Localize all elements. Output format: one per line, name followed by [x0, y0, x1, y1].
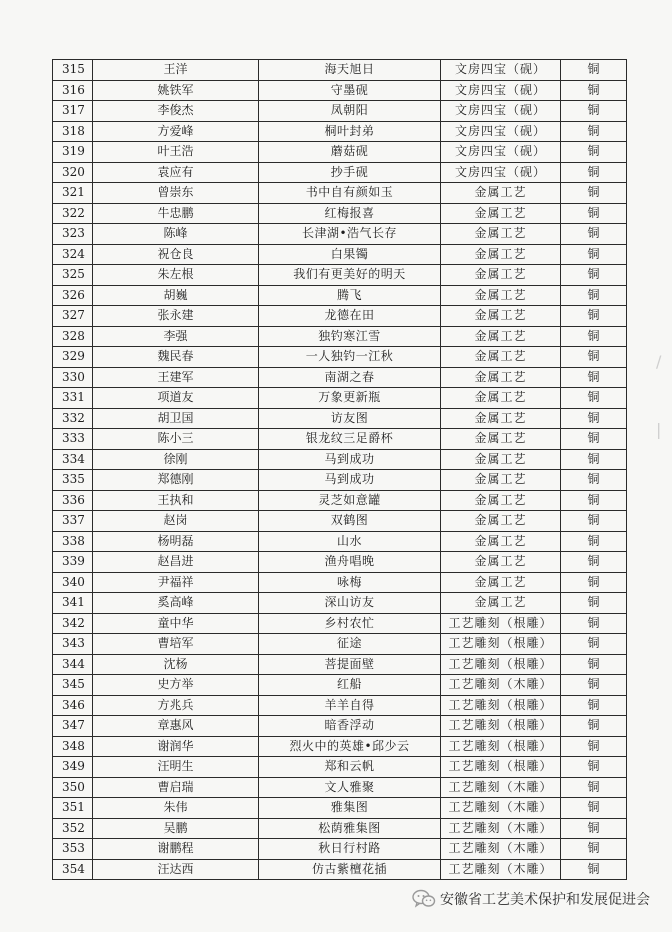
entrant-name: 沈杨 — [93, 654, 259, 675]
entrant-name: 叶王浩 — [93, 142, 259, 163]
category: 工艺雕刻（木雕） — [441, 818, 561, 839]
row-number: 353 — [53, 839, 93, 860]
row-number: 335 — [53, 470, 93, 491]
award-level: 铜 — [561, 613, 627, 634]
work-title: 长津湖•浩气长存 — [259, 224, 441, 245]
entrant-name: 王洋 — [93, 60, 259, 81]
work-title: 守墨砚 — [259, 80, 441, 101]
award-level: 铜 — [561, 572, 627, 593]
row-number: 338 — [53, 531, 93, 552]
award-level: 铜 — [561, 60, 627, 81]
work-title: 松荫雅集图 — [259, 818, 441, 839]
row-number: 324 — [53, 244, 93, 265]
award-level: 铜 — [561, 654, 627, 675]
entrant-name: 朱伟 — [93, 798, 259, 819]
work-title: 羊羊自得 — [259, 695, 441, 716]
row-number: 352 — [53, 818, 93, 839]
row-number: 315 — [53, 60, 93, 81]
category: 文房四宝（砚） — [441, 142, 561, 163]
entrant-name: 陈峰 — [93, 224, 259, 245]
work-title: 马到成功 — [259, 470, 441, 491]
category: 金属工艺 — [441, 449, 561, 470]
work-title: 乡村农忙 — [259, 613, 441, 634]
award-level: 铜 — [561, 757, 627, 778]
table-row — [53, 839, 627, 860]
work-title: 腾飞 — [259, 285, 441, 306]
table-row — [53, 490, 627, 511]
category: 金属工艺 — [441, 367, 561, 388]
row-number: 347 — [53, 716, 93, 737]
work-title: 雅集图 — [259, 798, 441, 819]
work-title: 灵芝如意罐 — [259, 490, 441, 511]
award-table — [52, 59, 627, 880]
category: 金属工艺 — [441, 285, 561, 306]
award-level: 铜 — [561, 367, 627, 388]
award-level: 铜 — [561, 531, 627, 552]
row-number: 339 — [53, 552, 93, 573]
entrant-name: 陈小三 — [93, 429, 259, 450]
table-row — [53, 183, 627, 204]
watermark-text: 安徽省工艺美术保护和发展促进会 — [440, 892, 650, 908]
award-level: 铜 — [561, 183, 627, 204]
row-number: 317 — [53, 101, 93, 122]
award-level: 铜 — [561, 408, 627, 429]
work-title: 一人独钓一江秋 — [259, 347, 441, 368]
work-title: 烈火中的英雄•邱少云 — [259, 736, 441, 757]
table-row — [53, 716, 627, 737]
entrant-name: 谢鹏程 — [93, 839, 259, 860]
row-number: 328 — [53, 326, 93, 347]
table-row — [53, 736, 627, 757]
table-row — [53, 224, 627, 245]
table-row — [53, 60, 627, 81]
award-table-body — [53, 60, 627, 880]
entrant-name: 张永建 — [93, 306, 259, 327]
category: 金属工艺 — [441, 531, 561, 552]
table-row — [53, 326, 627, 347]
category: 工艺雕刻（根雕） — [441, 716, 561, 737]
work-title: 白果镯 — [259, 244, 441, 265]
table-row — [53, 531, 627, 552]
award-level: 铜 — [561, 818, 627, 839]
row-number: 326 — [53, 285, 93, 306]
award-level: 铜 — [561, 224, 627, 245]
table-row — [53, 162, 627, 183]
entrant-name: 方爱峰 — [93, 121, 259, 142]
award-level: 铜 — [561, 80, 627, 101]
wechat-watermark — [412, 889, 650, 909]
category: 金属工艺 — [441, 593, 561, 614]
table-row — [53, 798, 627, 819]
entrant-name: 童中华 — [93, 613, 259, 634]
award-level: 铜 — [561, 634, 627, 655]
row-number: 336 — [53, 490, 93, 511]
table-row — [53, 654, 627, 675]
category: 金属工艺 — [441, 490, 561, 511]
entrant-name: 奚高峰 — [93, 593, 259, 614]
award-level: 铜 — [561, 326, 627, 347]
category: 金属工艺 — [441, 265, 561, 286]
row-number: 321 — [53, 183, 93, 204]
row-number: 327 — [53, 306, 93, 327]
category: 工艺雕刻（木雕） — [441, 675, 561, 696]
entrant-name: 徐刚 — [93, 449, 259, 470]
category: 金属工艺 — [441, 347, 561, 368]
row-number: 351 — [53, 798, 93, 819]
entrant-name: 王执和 — [93, 490, 259, 511]
scan-edge-mark: / — [656, 352, 662, 371]
work-title: 征途 — [259, 634, 441, 655]
award-level: 铜 — [561, 449, 627, 470]
table-row — [53, 101, 627, 122]
table-row — [53, 367, 627, 388]
work-title: 文人雅聚 — [259, 777, 441, 798]
table-row — [53, 777, 627, 798]
table-row — [53, 572, 627, 593]
entrant-name: 祝仓良 — [93, 244, 259, 265]
work-title: 郑和云帆 — [259, 757, 441, 778]
row-number: 334 — [53, 449, 93, 470]
entrant-name: 李强 — [93, 326, 259, 347]
award-level: 铜 — [561, 347, 627, 368]
entrant-name: 项道友 — [93, 388, 259, 409]
row-number: 319 — [53, 142, 93, 163]
row-number: 348 — [53, 736, 93, 757]
category: 金属工艺 — [441, 511, 561, 532]
entrant-name: 赵昌进 — [93, 552, 259, 573]
work-title: 南湖之春 — [259, 367, 441, 388]
entrant-name: 曾崇东 — [93, 183, 259, 204]
table-row — [53, 265, 627, 286]
award-level: 铜 — [561, 593, 627, 614]
work-title: 双鹤图 — [259, 511, 441, 532]
table-row — [53, 429, 627, 450]
category: 工艺雕刻（根雕） — [441, 634, 561, 655]
entrant-name: 魏民春 — [93, 347, 259, 368]
entrant-name: 曹培军 — [93, 634, 259, 655]
entrant-name: 王建军 — [93, 367, 259, 388]
work-title: 万象更新瓶 — [259, 388, 441, 409]
category: 工艺雕刻（木雕） — [441, 839, 561, 860]
table-row — [53, 552, 627, 573]
table-row — [53, 306, 627, 327]
category: 金属工艺 — [441, 326, 561, 347]
category: 金属工艺 — [441, 470, 561, 491]
entrant-name: 史方举 — [93, 675, 259, 696]
table-row — [53, 203, 627, 224]
row-number: 350 — [53, 777, 93, 798]
table-row — [53, 818, 627, 839]
work-title: 独钓寒江雪 — [259, 326, 441, 347]
table-row — [53, 285, 627, 306]
award-level: 铜 — [561, 306, 627, 327]
award-level: 铜 — [561, 142, 627, 163]
row-number: 342 — [53, 613, 93, 634]
table-row — [53, 347, 627, 368]
work-title: 马到成功 — [259, 449, 441, 470]
work-title: 山水 — [259, 531, 441, 552]
row-number: 325 — [53, 265, 93, 286]
work-title: 渔舟唱晚 — [259, 552, 441, 573]
entrant-name: 姚铁军 — [93, 80, 259, 101]
table-row — [53, 859, 627, 880]
row-number: 331 — [53, 388, 93, 409]
row-number: 322 — [53, 203, 93, 224]
table-row — [53, 695, 627, 716]
work-title: 仿古紫檀花插 — [259, 859, 441, 880]
entrant-name: 牛忠鹏 — [93, 203, 259, 224]
table-row — [53, 613, 627, 634]
row-number: 354 — [53, 859, 93, 880]
category: 工艺雕刻（根雕） — [441, 757, 561, 778]
wechat-icon — [412, 889, 436, 909]
entrant-name: 汪达西 — [93, 859, 259, 880]
award-level: 铜 — [561, 285, 627, 306]
category: 金属工艺 — [441, 203, 561, 224]
table-row — [53, 142, 627, 163]
table-row — [53, 593, 627, 614]
entrant-name: 方兆兵 — [93, 695, 259, 716]
work-title: 书中自有颜如玉 — [259, 183, 441, 204]
category: 金属工艺 — [441, 429, 561, 450]
entrant-name: 曹启瑞 — [93, 777, 259, 798]
table-row — [53, 675, 627, 696]
award-level: 铜 — [561, 511, 627, 532]
row-number: 345 — [53, 675, 93, 696]
work-title: 抄手砚 — [259, 162, 441, 183]
category: 工艺雕刻（根雕） — [441, 736, 561, 757]
row-number: 332 — [53, 408, 93, 429]
category: 工艺雕刻（木雕） — [441, 777, 561, 798]
table-row — [53, 80, 627, 101]
category: 金属工艺 — [441, 552, 561, 573]
category: 文房四宝（砚） — [441, 101, 561, 122]
award-level: 铜 — [561, 101, 627, 122]
award-level: 铜 — [561, 203, 627, 224]
category: 文房四宝（砚） — [441, 121, 561, 142]
row-number: 329 — [53, 347, 93, 368]
work-title: 桐叶封弟 — [259, 121, 441, 142]
category: 金属工艺 — [441, 388, 561, 409]
table-row — [53, 470, 627, 491]
award-level: 铜 — [561, 839, 627, 860]
work-title: 蘑菇砚 — [259, 142, 441, 163]
work-title: 红梅报喜 — [259, 203, 441, 224]
entrant-name: 郑德刚 — [93, 470, 259, 491]
scan-edge-mark: | — [656, 420, 662, 439]
category: 工艺雕刻（木雕） — [441, 859, 561, 880]
award-level: 铜 — [561, 716, 627, 737]
entrant-name: 杨明磊 — [93, 531, 259, 552]
category: 金属工艺 — [441, 306, 561, 327]
award-level: 铜 — [561, 121, 627, 142]
row-number: 318 — [53, 121, 93, 142]
row-number: 316 — [53, 80, 93, 101]
row-number: 337 — [53, 511, 93, 532]
award-level: 铜 — [561, 736, 627, 757]
entrant-name: 李俊杰 — [93, 101, 259, 122]
category: 工艺雕刻（根雕） — [441, 695, 561, 716]
row-number: 349 — [53, 757, 93, 778]
award-level: 铜 — [561, 859, 627, 880]
work-title: 访友图 — [259, 408, 441, 429]
row-number: 323 — [53, 224, 93, 245]
table-row — [53, 408, 627, 429]
entrant-name: 谢润华 — [93, 736, 259, 757]
entrant-name: 赵岗 — [93, 511, 259, 532]
award-level: 铜 — [561, 798, 627, 819]
table-row — [53, 634, 627, 655]
category: 文房四宝（砚） — [441, 80, 561, 101]
entrant-name: 章惠风 — [93, 716, 259, 737]
award-level: 铜 — [561, 552, 627, 573]
category: 金属工艺 — [441, 183, 561, 204]
table-row — [53, 511, 627, 532]
entrant-name: 朱左根 — [93, 265, 259, 286]
table-row — [53, 388, 627, 409]
category: 文房四宝（砚） — [441, 162, 561, 183]
award-level: 铜 — [561, 490, 627, 511]
row-number: 344 — [53, 654, 93, 675]
entrant-name: 吴鹏 — [93, 818, 259, 839]
award-level: 铜 — [561, 470, 627, 491]
table-row — [53, 757, 627, 778]
work-title: 海天旭日 — [259, 60, 441, 81]
category: 文房四宝（砚） — [441, 60, 561, 81]
category: 工艺雕刻（根雕） — [441, 613, 561, 634]
award-level: 铜 — [561, 162, 627, 183]
table-row — [53, 121, 627, 142]
entrant-name: 汪明生 — [93, 757, 259, 778]
row-number: 333 — [53, 429, 93, 450]
work-title: 咏梅 — [259, 572, 441, 593]
entrant-name: 胡卫国 — [93, 408, 259, 429]
work-title: 银龙纹三足爵杯 — [259, 429, 441, 450]
work-title: 秋日行村路 — [259, 839, 441, 860]
entrant-name: 袁应有 — [93, 162, 259, 183]
work-title: 暗香浮动 — [259, 716, 441, 737]
category: 金属工艺 — [441, 572, 561, 593]
table-row — [53, 244, 627, 265]
work-title: 龙德在田 — [259, 306, 441, 327]
award-level: 铜 — [561, 265, 627, 286]
category: 金属工艺 — [441, 224, 561, 245]
table-row — [53, 449, 627, 470]
entrant-name: 胡巍 — [93, 285, 259, 306]
category: 工艺雕刻（根雕） — [441, 654, 561, 675]
award-level: 铜 — [561, 429, 627, 450]
row-number: 340 — [53, 572, 93, 593]
award-level: 铜 — [561, 695, 627, 716]
category: 金属工艺 — [441, 408, 561, 429]
row-number: 343 — [53, 634, 93, 655]
work-title: 凤朝阳 — [259, 101, 441, 122]
award-level: 铜 — [561, 244, 627, 265]
work-title: 我们有更美好的明天 — [259, 265, 441, 286]
work-title: 深山访友 — [259, 593, 441, 614]
row-number: 341 — [53, 593, 93, 614]
entrant-name: 尹福祥 — [93, 572, 259, 593]
category: 工艺雕刻（木雕） — [441, 798, 561, 819]
award-level: 铜 — [561, 675, 627, 696]
row-number: 320 — [53, 162, 93, 183]
work-title: 红船 — [259, 675, 441, 696]
award-level: 铜 — [561, 777, 627, 798]
award-level: 铜 — [561, 388, 627, 409]
row-number: 346 — [53, 695, 93, 716]
work-title: 菩提面壁 — [259, 654, 441, 675]
row-number: 330 — [53, 367, 93, 388]
category: 金属工艺 — [441, 244, 561, 265]
